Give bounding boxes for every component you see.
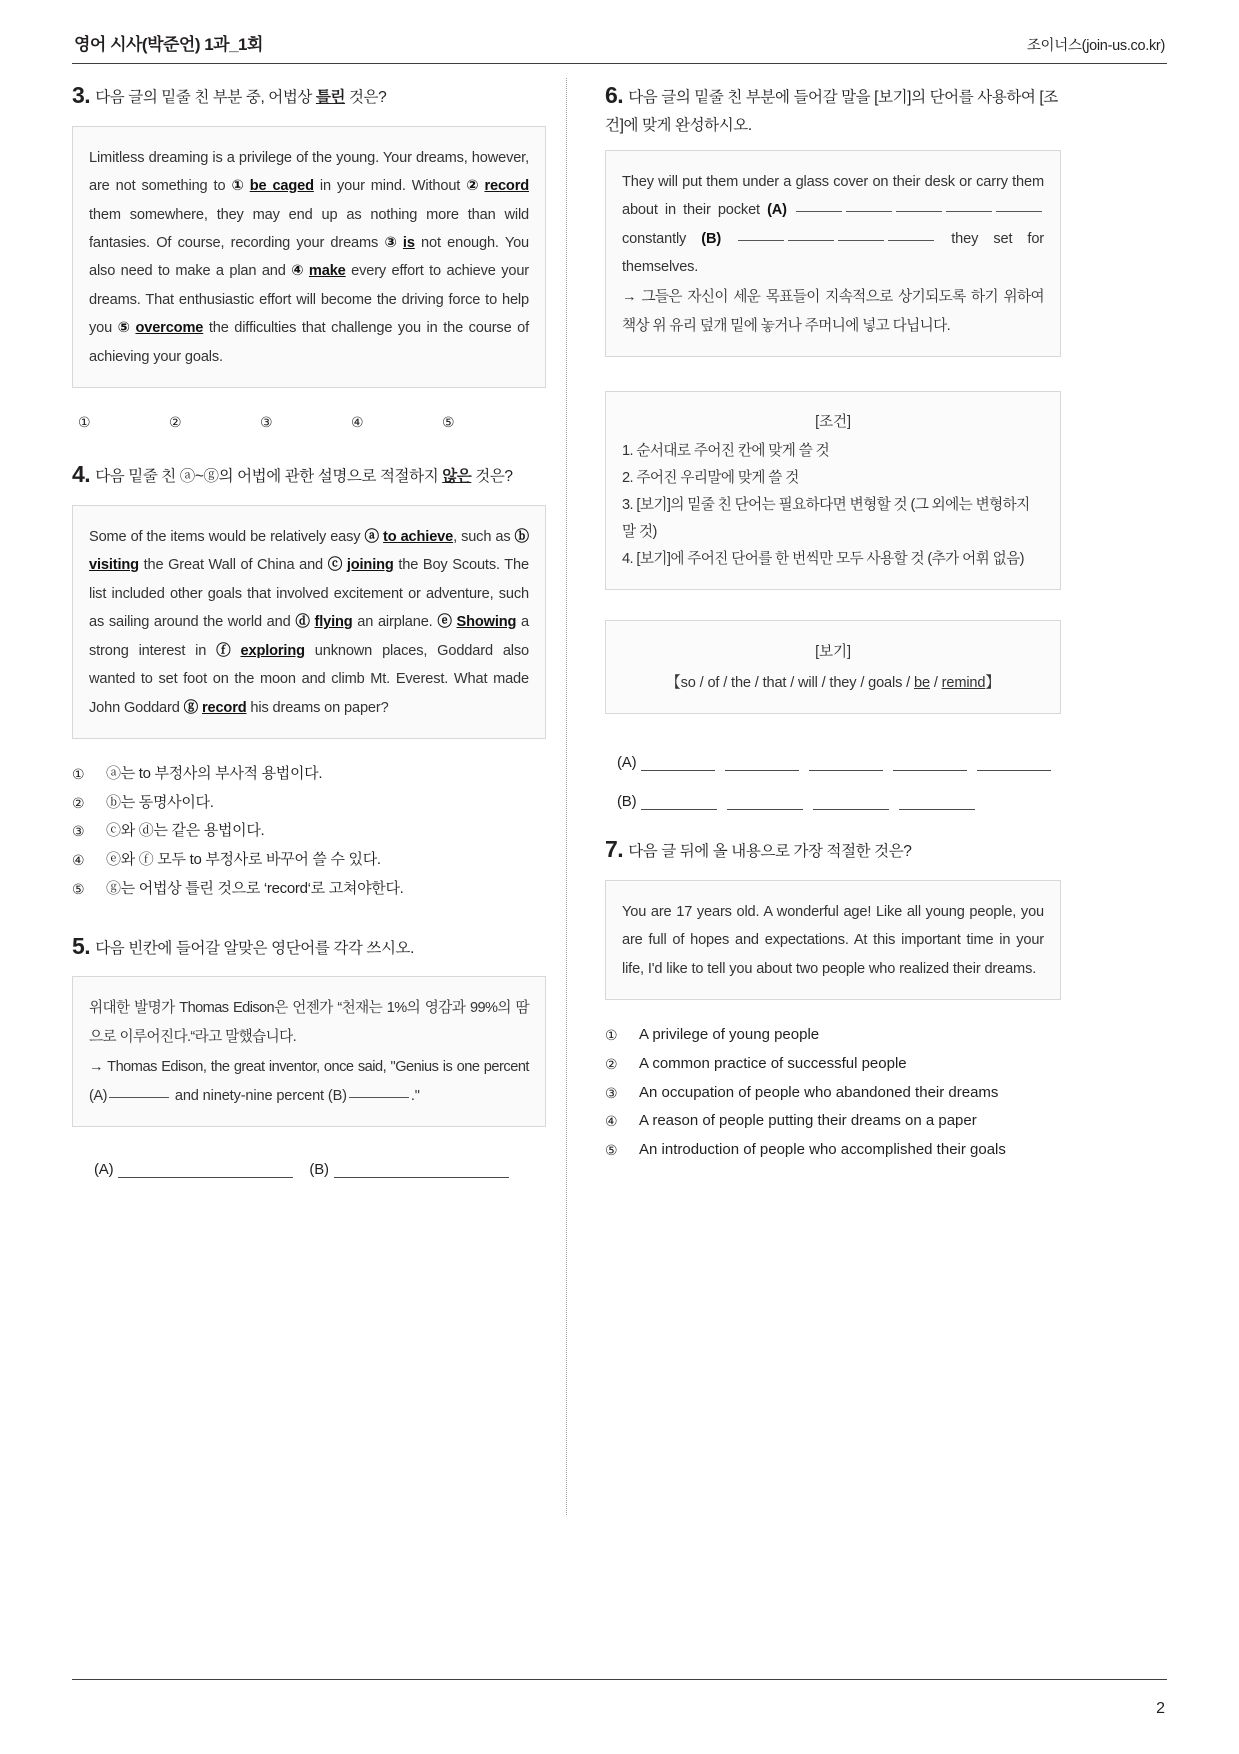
question-7-prompt bbox=[605, 832, 1061, 868]
answer-blank-b2[interactable] bbox=[727, 795, 803, 810]
q6-blank-a2[interactable] bbox=[846, 199, 892, 212]
choice-item[interactable] bbox=[72, 761, 546, 788]
choice-label: A reason of people putting their dreams on a paper bbox=[639, 1112, 977, 1130]
question-4-number: 4. bbox=[72, 461, 91, 488]
question-4 bbox=[72, 457, 546, 902]
q3-text-5: every effort to achieve your dreams. That enthusiastic effort will become the driving force to help you bbox=[89, 263, 529, 337]
left-column bbox=[72, 78, 558, 1643]
choice-marker: ④ bbox=[72, 852, 85, 869]
answer-blank-b1[interactable] bbox=[641, 795, 717, 810]
choice-item[interactable] bbox=[72, 876, 546, 903]
answer-row-b bbox=[605, 793, 1061, 810]
q6-english-1: They will put them under a glass cover on their desk or carry them about in their pocket bbox=[622, 173, 1044, 219]
q3-text-3: them somewhere, they may end up as nothing more than wild fantasies. Of course, recording your dreams bbox=[89, 206, 529, 251]
question-5 bbox=[72, 929, 546, 1178]
question-4-prompt bbox=[72, 457, 546, 493]
wordbank-title: [보기] bbox=[815, 644, 851, 661]
question-3-prompt bbox=[72, 78, 546, 114]
q6-english-3: they set for themselves. bbox=[622, 230, 1044, 276]
q4-underlined-e: Showing bbox=[456, 614, 517, 631]
q4-underlined-f: exploring bbox=[240, 642, 305, 659]
q3-underlined-3: is bbox=[402, 235, 415, 251]
column-divider bbox=[566, 78, 567, 1515]
header-title: 영어 시사(박준언) 1과_1회 bbox=[74, 35, 263, 54]
question-3-prompt-before: 다음 글의 밑줄 친 부분 중, 어법상 bbox=[95, 89, 316, 106]
question-6-prompt bbox=[605, 78, 1061, 138]
q3-text-1: Limitless dreaming is a privilege of the young. Your dreams, however, are not something to bbox=[89, 149, 529, 195]
q4-text-1: Some of the items would be relatively easy bbox=[89, 528, 365, 545]
q6-blank-a4[interactable] bbox=[946, 199, 992, 212]
answer-blank-b[interactable] bbox=[334, 1163, 509, 1178]
q5-english-3: ." bbox=[410, 1087, 420, 1104]
q6-blank-a5[interactable] bbox=[996, 199, 1042, 212]
q4-circled-b: ⓑ bbox=[514, 528, 529, 545]
q3-circled-3: ③ bbox=[384, 235, 397, 251]
q3-circled-5: ⑤ bbox=[117, 320, 130, 337]
answer-blank-a2[interactable] bbox=[725, 756, 799, 771]
choice-label: ⓔ와 ⓕ 모두 to 부정사로 바꾸어 쓸 수 있다. bbox=[106, 851, 381, 869]
q6-korean-sentence: → 그들은 자신이 세운 목표들이 지속적으로 상기되도록 하기 위하여 책상 위 유리 덮개 밑에 놓거나 주머니에 넣고 다닙니다. bbox=[622, 289, 1044, 334]
question-6-number: 6. bbox=[605, 82, 624, 108]
q4-underlined-a: to achieve bbox=[383, 528, 454, 545]
question-4-passage bbox=[72, 505, 546, 739]
q4-underlined-g: record bbox=[201, 699, 247, 716]
q3-underlined-5: overcome bbox=[135, 320, 204, 337]
question-5-prompt-before: 다음 빈칸에 들어갈 알맞은 영단어를 각각 쓰시오. bbox=[95, 939, 414, 957]
q4-underlined-c: joining bbox=[346, 557, 394, 574]
question-7-passage bbox=[605, 880, 1061, 1000]
header-divider bbox=[72, 63, 1167, 64]
question-5-answer-area bbox=[72, 1161, 546, 1178]
q3-choice-2[interactable]: ② bbox=[169, 414, 182, 431]
q3-circled-2: ② bbox=[466, 178, 479, 195]
q3-choice-5[interactable]: ⑤ bbox=[442, 414, 455, 431]
q4-underlined-d: flying bbox=[314, 614, 353, 631]
choice-marker: ① bbox=[72, 766, 85, 783]
choice-marker: ③ bbox=[605, 1084, 618, 1101]
question-5-number: 5. bbox=[72, 932, 91, 959]
q6-label-a: (A) bbox=[767, 202, 787, 219]
choice-label: A common practice of successful people bbox=[639, 1054, 907, 1072]
q3-choice-1[interactable]: ① bbox=[78, 414, 91, 431]
page-number: 2 bbox=[1156, 1700, 1165, 1717]
q4-text-4: the Boy Scouts. The list included other goals that involved excitement or adventure, such as sailing around the world and bbox=[89, 557, 529, 631]
q4-circled-e: ⓔ bbox=[437, 614, 452, 631]
q5-inline-blank-a[interactable] bbox=[109, 1085, 169, 1098]
answer-row-a bbox=[72, 1161, 546, 1178]
question-6-prompt-text: 다음 글의 밑줄 친 부분에 들어갈 말을 [보기]의 단어를 사용하여 [조건]에 맞게 완성하시오. bbox=[605, 89, 1058, 134]
q6-blank-a1[interactable] bbox=[796, 199, 842, 212]
choice-marker: ① bbox=[605, 1027, 618, 1044]
question-7-number: 7. bbox=[605, 836, 624, 863]
q6-label-b: (B) bbox=[701, 230, 722, 247]
choice-item[interactable] bbox=[605, 1080, 1061, 1107]
question-7-prompt-text: 다음 글 뒤에 올 내용으로 가장 적절한 것은? bbox=[628, 843, 912, 861]
choice-label: An occupation of people who abandoned their dreams bbox=[639, 1083, 999, 1101]
footer-divider bbox=[72, 1679, 1167, 1680]
q6-blank-b3[interactable] bbox=[838, 228, 884, 241]
q3-underlined-2: record bbox=[484, 178, 529, 195]
q3-circled-4: ④ bbox=[291, 263, 304, 280]
conditions-title: [조건] bbox=[815, 414, 851, 431]
answer-blank-a5[interactable] bbox=[977, 756, 1051, 771]
condition-item-2: 2. 주어진 우리말에 맞게 쓸 것 bbox=[622, 470, 799, 487]
q4-text-6: a strong interest in bbox=[89, 614, 529, 659]
q4-text-5: an airplane. bbox=[352, 614, 438, 631]
question-4-prompt-before: 다음 밑줄 친 ⓐ~ⓖ의 어법에 관한 설명으로 적절하지 bbox=[95, 468, 443, 486]
question-7 bbox=[605, 832, 1061, 1163]
question-4-choices bbox=[72, 761, 546, 902]
q7-passage-text: You are 17 years old. A wonderful age! Like all young people, you are full of hopes and expectations. At this important time in your life, I'd like to tell you about two people who realized their dreams. bbox=[622, 903, 1044, 977]
question-3-prompt-emphasis: 틀린 bbox=[315, 89, 346, 106]
q6-blank-b2[interactable] bbox=[788, 228, 834, 241]
question-4-prompt-after: 것은? bbox=[471, 468, 513, 486]
right-column bbox=[575, 78, 1061, 1643]
q3-text-4: not enough. You also need to make a plan and bbox=[89, 235, 530, 280]
q3-choice-4[interactable]: ④ bbox=[351, 414, 364, 431]
choice-item[interactable] bbox=[605, 1137, 1061, 1164]
q5-english-1: → Thomas Edison, the great inventor, once said, "Genius is one percent (A) bbox=[89, 1059, 529, 1104]
answer-blank-a4[interactable] bbox=[893, 756, 967, 771]
choice-marker: ② bbox=[72, 794, 85, 811]
question-4-prompt-emphasis: 않은 bbox=[442, 468, 472, 486]
answer-row-a bbox=[605, 754, 1061, 771]
q6-blank-b1[interactable] bbox=[738, 228, 784, 241]
q3-choice-3[interactable]: ③ bbox=[260, 414, 273, 431]
question-7-choices bbox=[605, 1022, 1061, 1163]
choice-marker: ② bbox=[605, 1055, 618, 1072]
choice-label: A privilege of young people bbox=[639, 1026, 820, 1044]
wordbank-words: so / of / the / that / will / they / goals / bbox=[680, 674, 914, 691]
question-5-passage bbox=[72, 976, 546, 1127]
choice-marker: ⑤ bbox=[605, 1141, 618, 1158]
choice-label: ⓖ는 어법상 틀린 것으로 ‘record‘로 고쳐야한다. bbox=[106, 879, 404, 897]
question-6-passage bbox=[605, 150, 1061, 358]
q3-text-6: the difficulties that challenge you in the course of achieving your goals. bbox=[89, 320, 529, 365]
answer-blank-a3[interactable] bbox=[809, 756, 883, 771]
question-6-answer-area bbox=[605, 754, 1061, 810]
choice-item[interactable] bbox=[72, 818, 546, 845]
answer-blank-a[interactable] bbox=[118, 1163, 293, 1178]
question-3-passage bbox=[72, 126, 546, 389]
choice-label: An introduction of people who accomplished their goals bbox=[639, 1140, 1006, 1158]
choice-marker: ④ bbox=[605, 1113, 618, 1130]
condition-item-3: 3. [보기]의 밑줄 친 단어는 필요하다면 변형할 것 (그 외에는 변형하지 말 것) bbox=[622, 497, 1030, 541]
condition-item-4: 4. [보기]에 주어진 단어를 한 번씩만 모두 사용할 것 (추가 어휘 없음) bbox=[622, 551, 1024, 568]
answer-label-a: (A) bbox=[617, 754, 637, 772]
choice-marker: ③ bbox=[72, 823, 85, 840]
answer-label-b: (B) bbox=[309, 1160, 329, 1178]
wordbank-word-remind: remind bbox=[941, 674, 986, 691]
answer-blank-b3[interactable] bbox=[813, 795, 889, 810]
wordbank-word-be: be bbox=[913, 674, 930, 691]
wordbank-close-bracket: 】 bbox=[985, 674, 1000, 691]
q6-blank-a3[interactable] bbox=[896, 199, 942, 212]
q6-english-2: constantly bbox=[622, 230, 702, 247]
choice-label: ⓐ는 to 부정사의 부사적 용법이다. bbox=[106, 765, 323, 783]
question-6 bbox=[605, 78, 1061, 810]
question-3 bbox=[72, 78, 546, 431]
question-3-prompt-after: 것은? bbox=[345, 89, 387, 106]
page-header bbox=[72, 30, 1167, 63]
q5-korean-sentence: 위대한 발명가 Thomas Edison은 언젠가 “천재는 1%의 영감과 99%의 땀으로 이루어진다.“라고 말했습니다. bbox=[89, 1000, 529, 1045]
q3-text-2: in your mind. Without bbox=[313, 178, 467, 195]
wordbank-open-bracket: 【 bbox=[666, 674, 681, 691]
question-6-wordbank-box bbox=[605, 620, 1061, 714]
q3-underlined-4: make bbox=[308, 263, 346, 280]
q4-circled-f: ⓕ bbox=[216, 642, 231, 659]
q4-text-8: his dreams on paper? bbox=[246, 699, 389, 716]
q4-underlined-b: visiting bbox=[89, 557, 139, 574]
q4-text-2: , such as bbox=[453, 528, 515, 545]
condition-item-1: 1. 순서대로 주어진 칸에 맞게 쓸 것 bbox=[622, 443, 830, 460]
choice-label: ⓒ와 ⓓ는 같은 용법이다. bbox=[106, 822, 265, 840]
content-columns bbox=[72, 78, 1167, 1643]
q4-text-7: unknown places, Goddard also wanted to set foot on the moon and climb Mt. Everest. What made John Goddard bbox=[89, 642, 530, 716]
q4-circled-g: ⓖ bbox=[183, 699, 199, 716]
answer-label-b: (B) bbox=[617, 793, 637, 811]
q3-circled-1: ① bbox=[231, 178, 244, 195]
q4-circled-d: ⓓ bbox=[295, 614, 310, 631]
question-5-prompt bbox=[72, 929, 546, 965]
q6-blank-b4[interactable] bbox=[888, 228, 934, 241]
choice-marker: ⑤ bbox=[72, 880, 85, 897]
choice-label: ⓑ는 동명사이다. bbox=[106, 793, 214, 811]
q3-underlined-1: be caged bbox=[249, 178, 314, 195]
header-site-url: 조이너스(join-us.co.kr) bbox=[1026, 38, 1165, 54]
answer-blank-a1[interactable] bbox=[641, 756, 715, 771]
q4-circled-a: ⓐ bbox=[364, 528, 379, 545]
q5-english-2: and ninety-nine percent (B) bbox=[170, 1087, 347, 1104]
wordbank-separator: / bbox=[929, 674, 942, 691]
choice-item[interactable] bbox=[72, 847, 546, 874]
question-3-choices bbox=[72, 414, 546, 431]
choice-item[interactable] bbox=[72, 790, 546, 817]
choice-item[interactable] bbox=[605, 1051, 1061, 1078]
choice-item[interactable] bbox=[605, 1108, 1061, 1135]
q4-circled-c: ⓒ bbox=[327, 557, 343, 574]
question-6-conditions-box bbox=[605, 391, 1061, 590]
answer-blank-b4[interactable] bbox=[899, 795, 975, 810]
question-3-number: 3. bbox=[72, 82, 91, 108]
choice-item[interactable] bbox=[605, 1022, 1061, 1049]
answer-label-a: (A) bbox=[94, 1160, 114, 1178]
q5-inline-blank-b[interactable] bbox=[349, 1085, 409, 1098]
q4-text-3: the Great Wall of China and bbox=[138, 557, 328, 574]
